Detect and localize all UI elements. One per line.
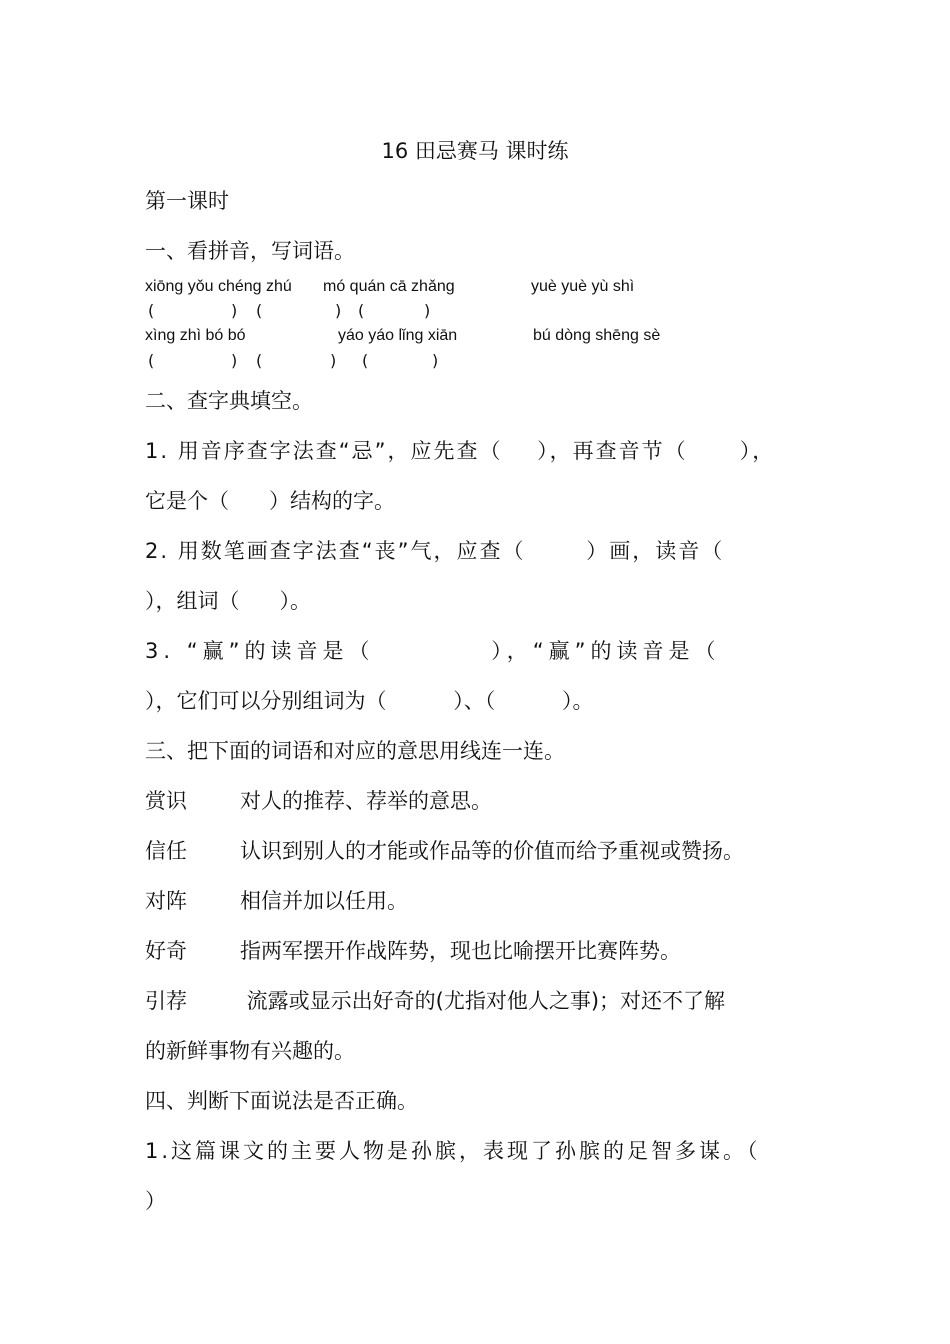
page-title: 16 田忌赛马 课时练 <box>381 139 569 163</box>
match-definition-1[interactable]: 对人的推荐、荐举的意思。 <box>240 789 492 813</box>
question-4-1-line-1: 1.这篇课文的主要人物是孙膑，表现了孙膑的足智多谋。（ <box>145 1139 761 1163</box>
question-2-2-line-2: ），组词（ ）。 <box>145 589 312 613</box>
match-term-5[interactable]: 引荐 <box>145 989 187 1013</box>
answer-blank-2-close: ) <box>335 301 342 320</box>
pinyin-5: yáo yáo lǐng xiān <box>338 327 458 344</box>
question-2-1-line-2: 它是个（ ）结构的字。 <box>145 489 396 513</box>
answer-blank-5-close: ) <box>330 351 337 370</box>
answer-blank-3-open: ( <box>358 301 365 320</box>
match-definition-5-continued: 的新鲜事物有兴趣的。 <box>145 1039 355 1063</box>
section-1-heading: 一、看拼音，写词语。 <box>145 239 355 263</box>
match-term-2[interactable]: 信任 <box>145 839 187 863</box>
match-definition-3[interactable]: 相信并加以任用。 <box>240 889 408 913</box>
answer-blank-2-open: ( <box>256 301 263 320</box>
question-2-2-line-1: 2. 用数笔画查字法查“丧”气，应查（ ）画，读音（ <box>145 539 725 563</box>
pinyin-6: bú dòng shēng sè <box>533 327 661 344</box>
match-term-4[interactable]: 好奇 <box>145 939 187 963</box>
match-term-1[interactable]: 赏识 <box>145 789 187 813</box>
match-definition-5[interactable]: 流露或显示出好奇的(尤指对他人之事)；对还不了解 <box>240 989 726 1013</box>
pinyin-2: mó quán cā zhǎng <box>323 278 455 295</box>
pinyin-1: xiōng yǒu chéng zhú <box>145 278 292 295</box>
pinyin-3: yuè yuè yù shì <box>531 278 635 295</box>
answer-blank-1-close: ) <box>231 301 238 320</box>
answer-blank-3-close: ) <box>424 301 431 320</box>
answer-blank-4-close: ) <box>231 351 238 370</box>
section-3-heading: 三、把下面的词语和对应的意思用线连一连。 <box>145 739 565 763</box>
answer-blank-4-open: ( <box>148 351 155 370</box>
match-term-3[interactable]: 对阵 <box>145 889 187 913</box>
match-definition-4[interactable]: 指两军摆开作战阵势，现也比喻摆开比赛阵势。 <box>240 939 681 963</box>
question-2-3-line-1: 3. “赢”的读音是（ ），“赢”的读音是（ <box>145 639 721 663</box>
section-4-heading: 四、判断下面说法是否正确。 <box>145 1089 418 1113</box>
lesson-label: 第一课时 <box>145 189 229 213</box>
question-2-3-line-2: ），它们可以分别组词为（ ）、（ ）。 <box>145 689 594 713</box>
question-2-1-line-1: 1. 用音序查字法查“忌”，应先查（ ），再查音节（ ）， <box>145 439 776 463</box>
answer-blank-1-open: ( <box>148 301 155 320</box>
answer-blank-6-close: ) <box>432 351 439 370</box>
section-2-heading: 二、查字典填空。 <box>145 389 313 413</box>
question-4-1-line-2: ） <box>145 1189 166 1213</box>
answer-blank-5-open: ( <box>256 351 263 370</box>
answer-blank-6-open: ( <box>362 351 369 370</box>
match-definition-2[interactable]: 认识到别人的才能或作品等的价值而给予重视或赞扬。 <box>240 839 744 863</box>
pinyin-4: xìng zhì bó bó <box>145 327 246 344</box>
